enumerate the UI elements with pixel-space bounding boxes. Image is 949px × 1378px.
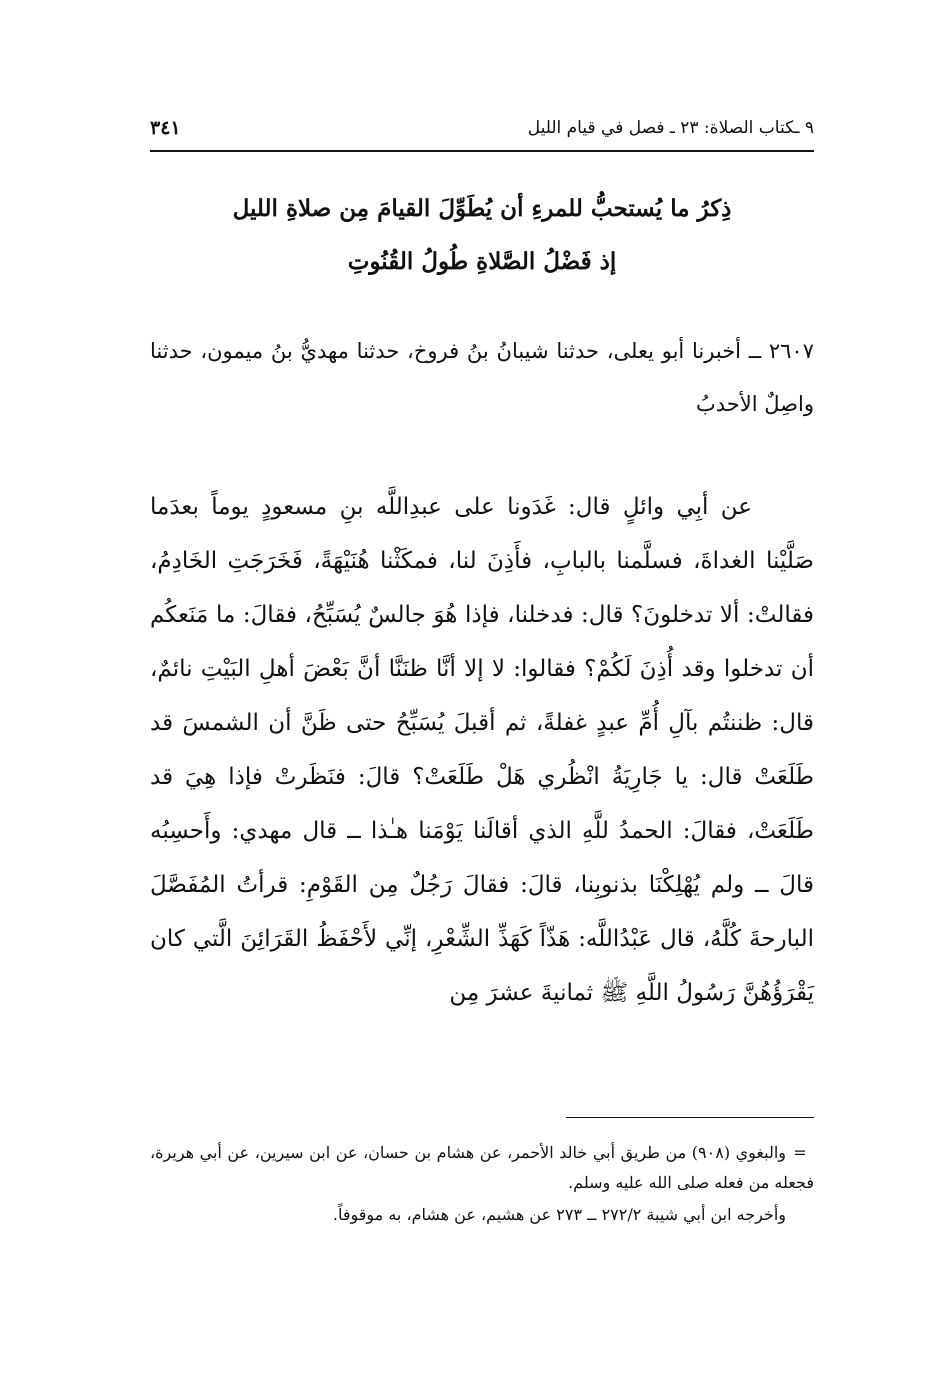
- footnote-1-text: والبغوي (٩٠٨) من طريق أبي خالد الأحمر، عن هشام بن حسان، عن ابن سيرين، عن أبي هريرة، فجعله من فعله صلى الله عليه وسلم.: [150, 1143, 814, 1192]
- running-title: ٩ ـكتاب الصلاة: ٢٣ ـ فصل في قيام الليل: [527, 118, 814, 138]
- page-number: ٣٤١: [150, 117, 181, 139]
- hadith-isnad: ٢٦٠٧ ــ أخبرنا أبو يعلى، حدثنا شيبانُ بنُ فروخ، حدثنا مهديُّ بنُ ميمون، حدثنا واصِلٌ الأحدبُ: [150, 339, 814, 416]
- hadith-text: [150, 480, 814, 1020]
- hadith-matn: عن أبِي وائلٍ قال: غَدَونا على عبدِاللَّه بنِ مسعودٍ يوماً بعدَما صَلَّيْنا الغداةَ، فسلَّمنا بالبابِ، فأَذِنَ لنا، فمكَثْنا هُنَيْهَةً، فَخَرَجَتِ الخَادِمُ، فقالتْ: ألا تدخلونَ؟ قال: فدخلنا، فإذا هُوَ جالسٌ يُسَبِّحُ، فقالَ: ما مَنَعكُم أن تدخلوا وقد أُذِنَ لَكُمْ؟ فقالوا: لا إلا أنَّا ظنَنَّا أنَّ بَعْضَ أهلِ البَيْتِ نائمٌ، قال: ظننتُم بآلِ أُمِّ عبدٍ غفلةً، ثم أقبلَ يُسَبِّحُ حتى ظَنَّ أن الشمسَ قد طَلَعَتْ قال: يا جَارِيَةُ انْظُري هَلْ طَلَعَتْ؟ قالَ: فنَظَرتْ فإذا هِيَ قد طَلَعَتْ، فقالَ: الحمدُ للَّهِ الذي أقالَنا يَوْمَنا هـٰذا ــ قال مهدي: وأَحسِبُه قالَ ــ ولم يُهْلِكْنَا بذنوبِنا، قالَ: فقالَ رَجُلٌ مِن القَوْمِ: قرأتُ المُفَصَّلَ البارحةَ كُلَّهُ، قال عَبْدُاللَّه: هَذّاً كَهَذِّ الشِّعْرِ، إنِّي لأَحْفَظُ القَرَائِنَ الَّتي كان يَقْرَؤُهُنَّ رَسُولُ اللَّهِ ﷺ ثمانيةَ عشرَ مِن: [150, 494, 814, 1006]
- footnotes: [150, 1138, 814, 1230]
- chapter-heading: [150, 182, 814, 288]
- footnote-1: [150, 1138, 814, 1198]
- footnote-continuation-marker: =: [793, 1143, 807, 1162]
- footnote-2: وأخرجه ابن أبي شيبة ٢٧٢/٢ ــ ٢٧٣ عن هشيم، عن هشام، به موقوفاً.: [332, 1205, 786, 1224]
- page-header: [150, 110, 814, 146]
- chapter-heading-line-2: إذ فَضْلُ الصَّلاةِ طُولُ القُنُوتِ: [347, 248, 617, 275]
- header-divider: [150, 150, 814, 152]
- footnote-divider: [566, 1117, 814, 1118]
- chapter-heading-line-1: ذِكرُ ما يُستحبُّ للمرءِ أن يُطَوِّلَ القيامَ مِن صلاةِ الليل: [232, 195, 732, 222]
